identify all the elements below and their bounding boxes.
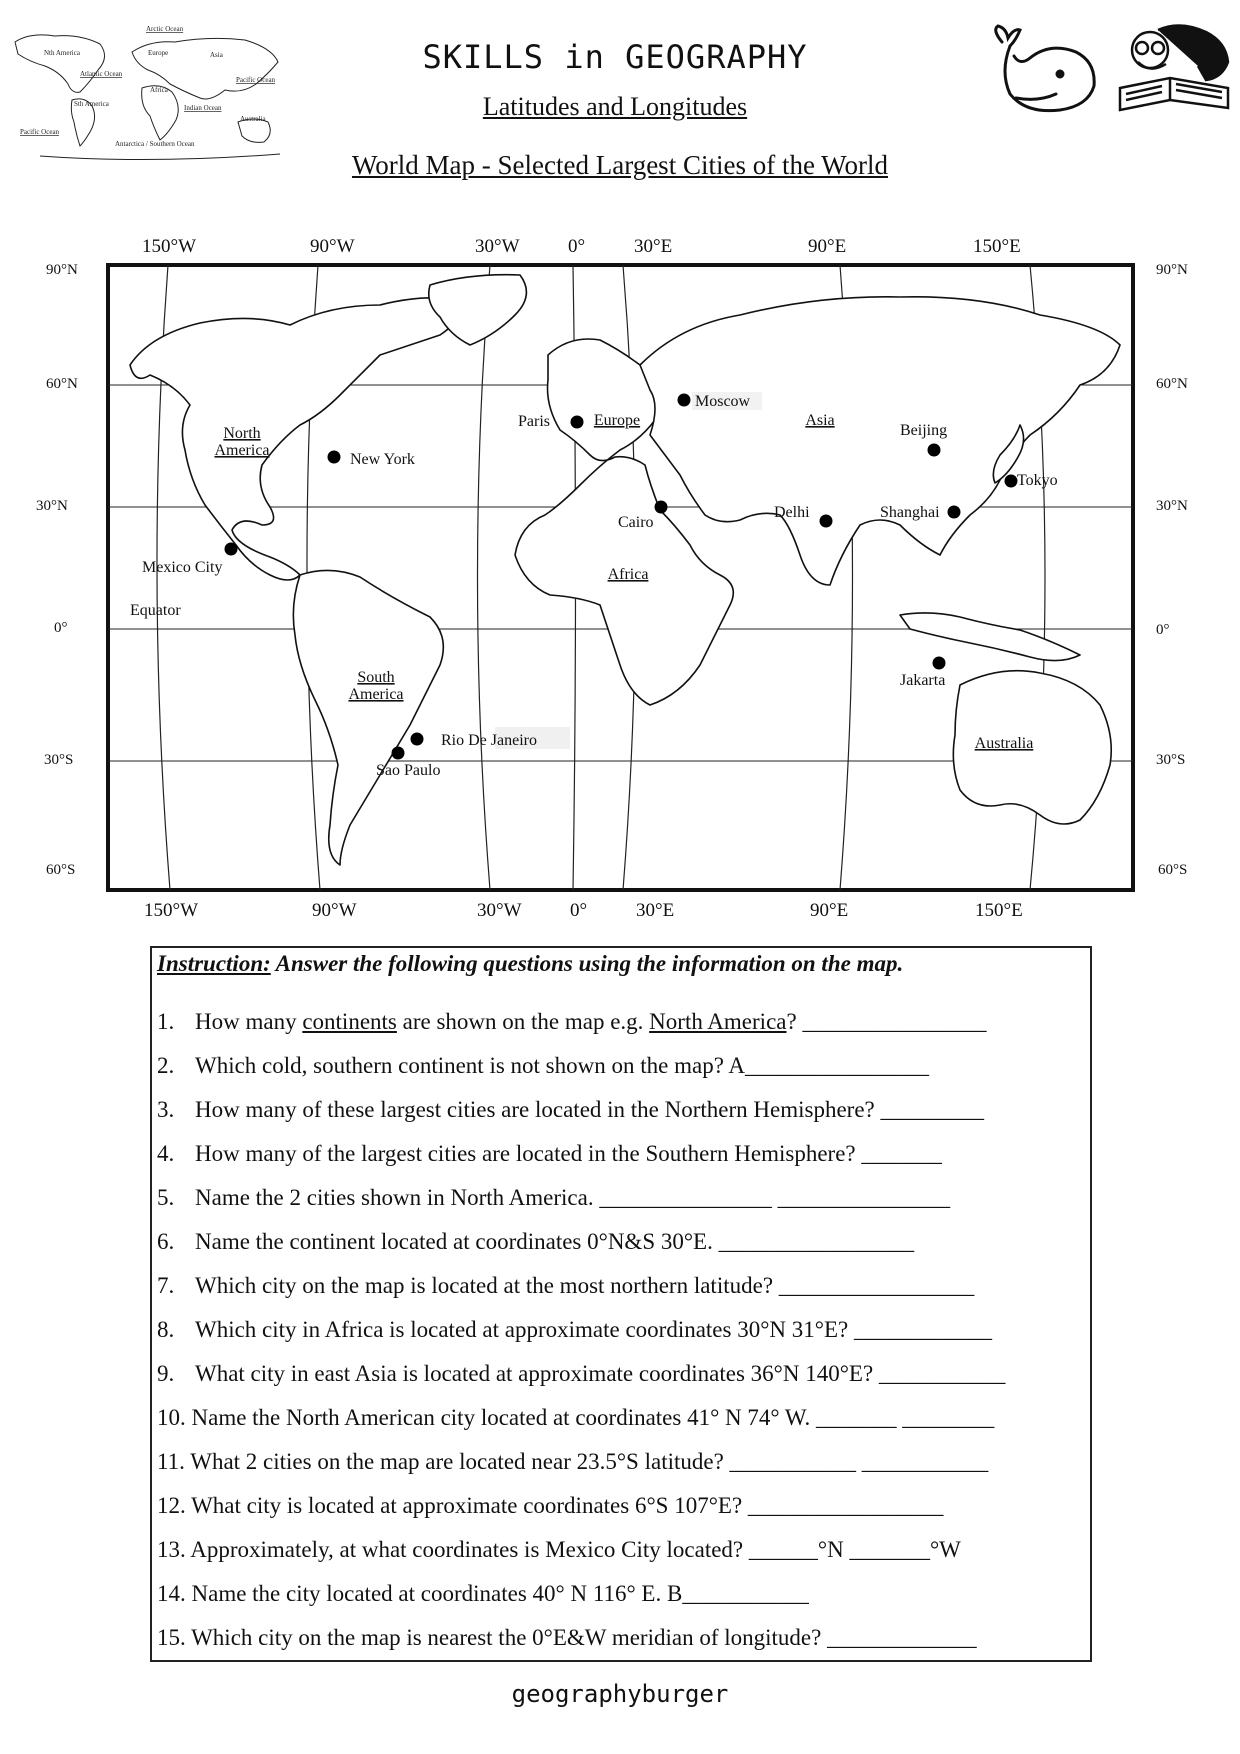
mexico-city-marker [225,543,238,556]
question-1: 1. How many continents are shown on the map e.g. North America? ________________ [157,1009,987,1034]
lat-right-60n: 60°N [1156,376,1188,392]
lat-right-30s: 30°S [1156,752,1186,768]
mini-label-antarctica: Antarctica / Southern Ocean [115,140,195,148]
continent-label-north-america-2: America [214,442,270,459]
question-13: 13. Approximately, at what coordinates is Mexico City located? ______°N _______°W [157,1537,961,1562]
lat-right-0: 0° [1156,622,1170,638]
question-10: 10. Name the North American city located at coordinates 41° N 74° W. _______ ________ [157,1405,995,1430]
question-5: 5. Name the 2 cities shown in North America. _______________ _______________ [157,1185,951,1210]
mini-label-africa: Africa [150,86,168,94]
continent-label-australia: Australia [974,735,1034,752]
question-14: 14. Name the city located at coordinates 40° N 116° E. B___________ [157,1581,809,1606]
city-label-tokyo: Tokyo [1017,472,1058,489]
shanghai-marker [948,506,961,519]
question-3: 3. How many of these largest cities are located in the Northern Hemisphere? _________ [157,1097,984,1122]
lon-top-30e: 30°E [634,236,673,257]
mini-label-nth-america: Nth America [44,49,80,57]
city-label-cairo: Cairo [618,514,654,531]
lon-bottom-90w: 90°W [312,900,357,921]
question-11: 11. What 2 cities on the map are located near 23.5°S latitude? ___________ ___________ [157,1449,989,1474]
mini-label-arctic: Arctic Ocean [146,25,184,33]
delhi-marker [820,515,833,528]
lon-bottom-90e: 90°E [810,900,849,921]
lat-left-60n: 60°N [46,376,78,392]
city-label-rio-de-janeiro: Rio De Janeiro [441,732,537,749]
lon-bottom-150e: 150°E [975,900,1023,921]
question-4: 4. How many of the largest cities are located in the Southern Hemisphere? _______ [157,1141,942,1166]
mini-label-pacific-west: Pacific Ocean [20,128,60,136]
city-label-delhi: Delhi [774,504,810,521]
city-label-new-york: New York [350,451,415,468]
question-9: 9. What city in east Asia is located at approximate coordinates 36°N 140°E? ___________ [157,1361,1006,1386]
continent-label-asia: Asia [805,412,835,429]
cairo-marker [655,501,668,514]
mini-world-map [10,22,305,164]
footer-brand: geographyburger [511,1680,729,1708]
lat-left-0: 0° [54,620,68,636]
lon-bottom-30e: 30°E [636,900,675,921]
tokyo-marker [1005,475,1018,488]
question-2: 2. Which cold, southern continent is not shown on the map? A________________ [157,1053,929,1078]
world-map [0,225,1240,925]
city-label-shanghai: Shanghai [880,504,940,521]
question-7: 7. Which city on the map is located at the most northern latitude? _________________ [157,1273,975,1298]
lon-bottom-150w: 150°W [144,900,199,921]
mini-label-australia: Australia [240,115,266,123]
map-heading: World Map - Selected Largest Cities of the World [351,150,889,180]
question-12: 12. What city is located at approximate coordinates 6°S 107°E? _________________ [157,1493,944,1518]
lon-top-30w: 30°W [475,236,520,257]
page-title: SKILLS in GEOGRAPHY [422,38,808,76]
continent-label-north-america-1: North [223,425,261,442]
question-8: 8. Which city in Africa is located at approximate coordinates 30°N 31°E? ____________ [157,1317,992,1342]
continent-label-south-america-2: America [348,686,404,703]
city-label-paris: Paris [518,413,550,430]
moscow-marker [678,394,691,407]
lat-right-60s: 60°S [1158,862,1188,878]
city-label-moscow: Moscow [695,393,751,410]
continent-label-africa: Africa [607,566,649,583]
lon-top-90w: 90°W [310,236,355,257]
equator-label: Equator [130,602,181,619]
lat-left-30n: 30°N [36,498,68,514]
city-label-sao-paulo: Sao Paulo [376,762,441,779]
beijing-marker [928,444,941,457]
instruction-lead: Instruction: [157,951,271,976]
lon-bottom-0: 0° [570,900,588,921]
city-label-beijing: Beijing [900,422,948,439]
mini-label-sth-america: Sth America [74,100,109,108]
continent-label-south-america-1: South [357,669,395,686]
lon-top-0: 0° [568,236,586,257]
mini-label-asia: Asia [210,51,223,59]
continent-label-europe: Europe [593,412,641,429]
mini-label-pacific-east: Pacific Ocean [236,76,276,84]
reader-icon [1110,22,1234,122]
mini-label-europe: Europe [148,49,169,57]
rio-de-janeiro-marker [411,733,424,746]
jakarta-marker [933,657,946,670]
paris-marker [571,416,584,429]
mini-label-atlantic: Atlantic Ocean [80,70,123,78]
lat-left-30s: 30°S [44,752,74,768]
lat-left-90n: 90°N [46,262,78,278]
city-label-mexico-city: Mexico City [142,559,223,576]
lat-right-90n: 90°N [1156,262,1188,278]
sao-paulo-marker [392,747,405,760]
lon-bottom-30w: 30°W [477,900,522,921]
instructions [157,951,1087,977]
whale-icon [990,22,1100,122]
question-15: 15. Which city on the map is nearest the 0°E&W meridian of longitude? _____________ [157,1625,977,1650]
city-label-jakarta: Jakarta [900,672,946,689]
lon-top-150e: 150°E [973,236,1021,257]
mini-label-indian: Indian Ocean [184,104,222,112]
lat-left-60s: 60°S [46,862,76,878]
lon-top-90e: 90°E [808,236,847,257]
new-york-marker [328,451,341,464]
instruction-text: Answer the following questions using the information on the map. [270,951,904,976]
lat-right-30n: 30°N [1156,498,1188,514]
page-subtitle: Latitudes and Longitudes [482,92,748,121]
lon-top-150w: 150°W [142,236,197,257]
question-6: 6. Name the continent located at coordinates 0°N&S 30°E. _________________ [157,1229,915,1254]
